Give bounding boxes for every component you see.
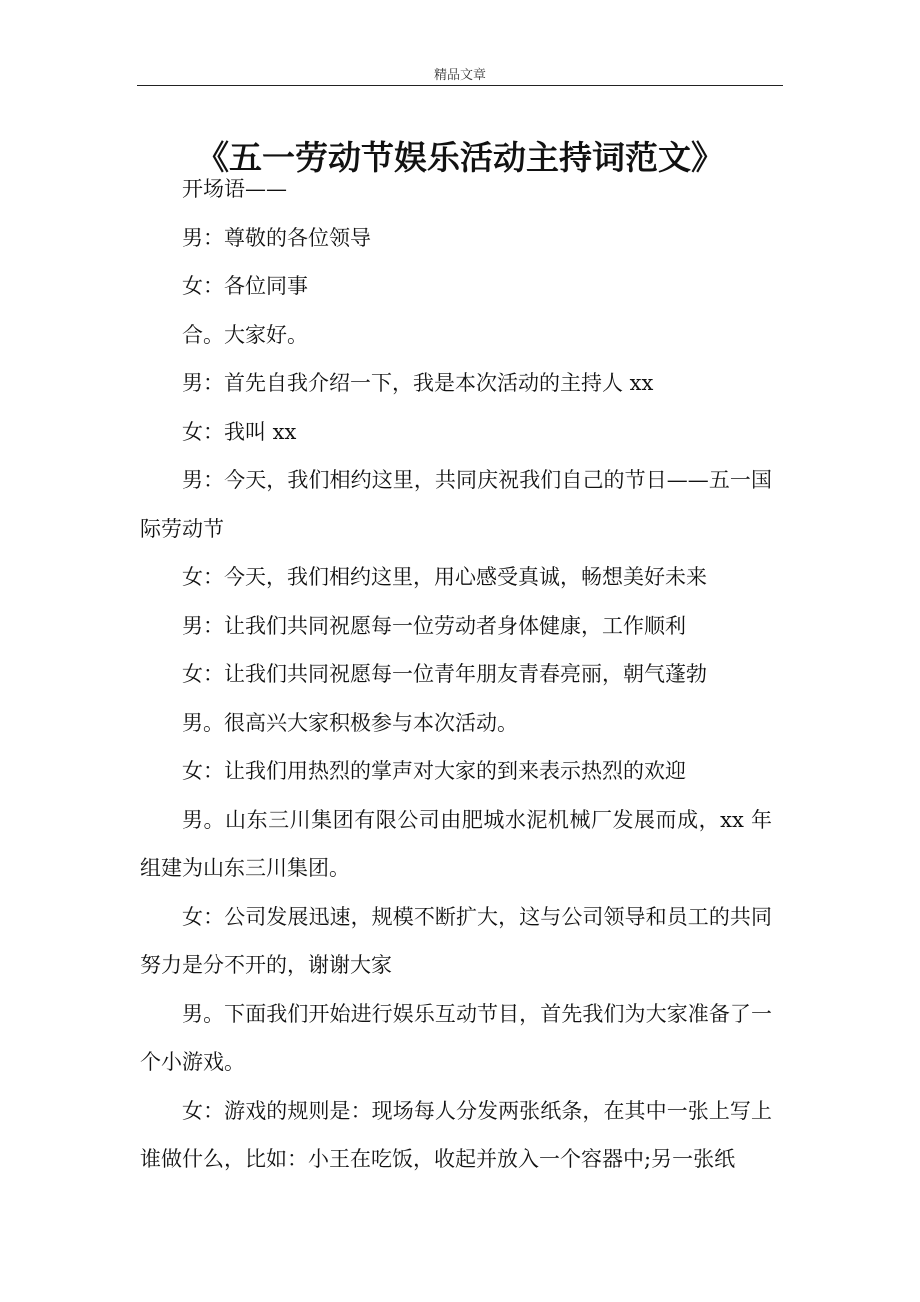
paragraph: 女：今天，我们相约这里，用心感受真诚，畅想美好未来 [182, 565, 707, 589]
paragraph: 男：尊敬的各位领导 [182, 225, 371, 250]
paragraph: 男。很高兴大家积极参与本次活动。 [182, 710, 518, 735]
paragraph: 男。下面我们开始进行娱乐互动节目，首先我们为大家准备了一个小游戏。 [140, 1001, 772, 1074]
paragraph: 男：首先自我介绍一下，我是本次活动的主持人 xx [182, 371, 654, 395]
paragraph: 女：让我们共同祝愿每一位青年朋友青春亮丽，朝气蓬勃 [182, 662, 707, 686]
paragraph: 女：让我们用热烈的掌声对大家的到来表示热烈的欢迎 [182, 759, 686, 783]
document-title: 《五一劳动节娱乐活动主持词范文》 [196, 138, 724, 178]
paragraph: 女：游戏的规则是：现场每人分发两张纸条，在其中一张上写上谁做什么，比如：小王在吃饭，收起并放入一个容器中;另一张纸 [140, 1098, 772, 1171]
document-body [140, 165, 772, 1184]
paragraph: 开场语—— [182, 177, 287, 201]
paragraph: 女：公司发展迅速，规模不断扩大，这与公司领导和员工的共同努力是分不开的，谢谢大家 [140, 904, 772, 977]
paragraph: 女：各位同事 [182, 274, 308, 298]
paragraph: 女：我叫 xx [182, 419, 297, 444]
paragraph: 男。山东三川集团有限公司由肥城水泥机械厂发展而成，xx 年组建为山东三川集团。 [140, 807, 772, 880]
header-label: 精品文章 [433, 68, 486, 83]
header-divider [137, 85, 783, 86]
paragraph: 男：今天，我们相约这里，共同庆祝我们自己的节日——五一国际劳动节 [140, 468, 772, 541]
paragraph: 合。大家好。 [182, 322, 308, 347]
paragraph: 男：让我们共同祝愿每一位劳动者身体健康，工作顺利 [182, 613, 686, 638]
